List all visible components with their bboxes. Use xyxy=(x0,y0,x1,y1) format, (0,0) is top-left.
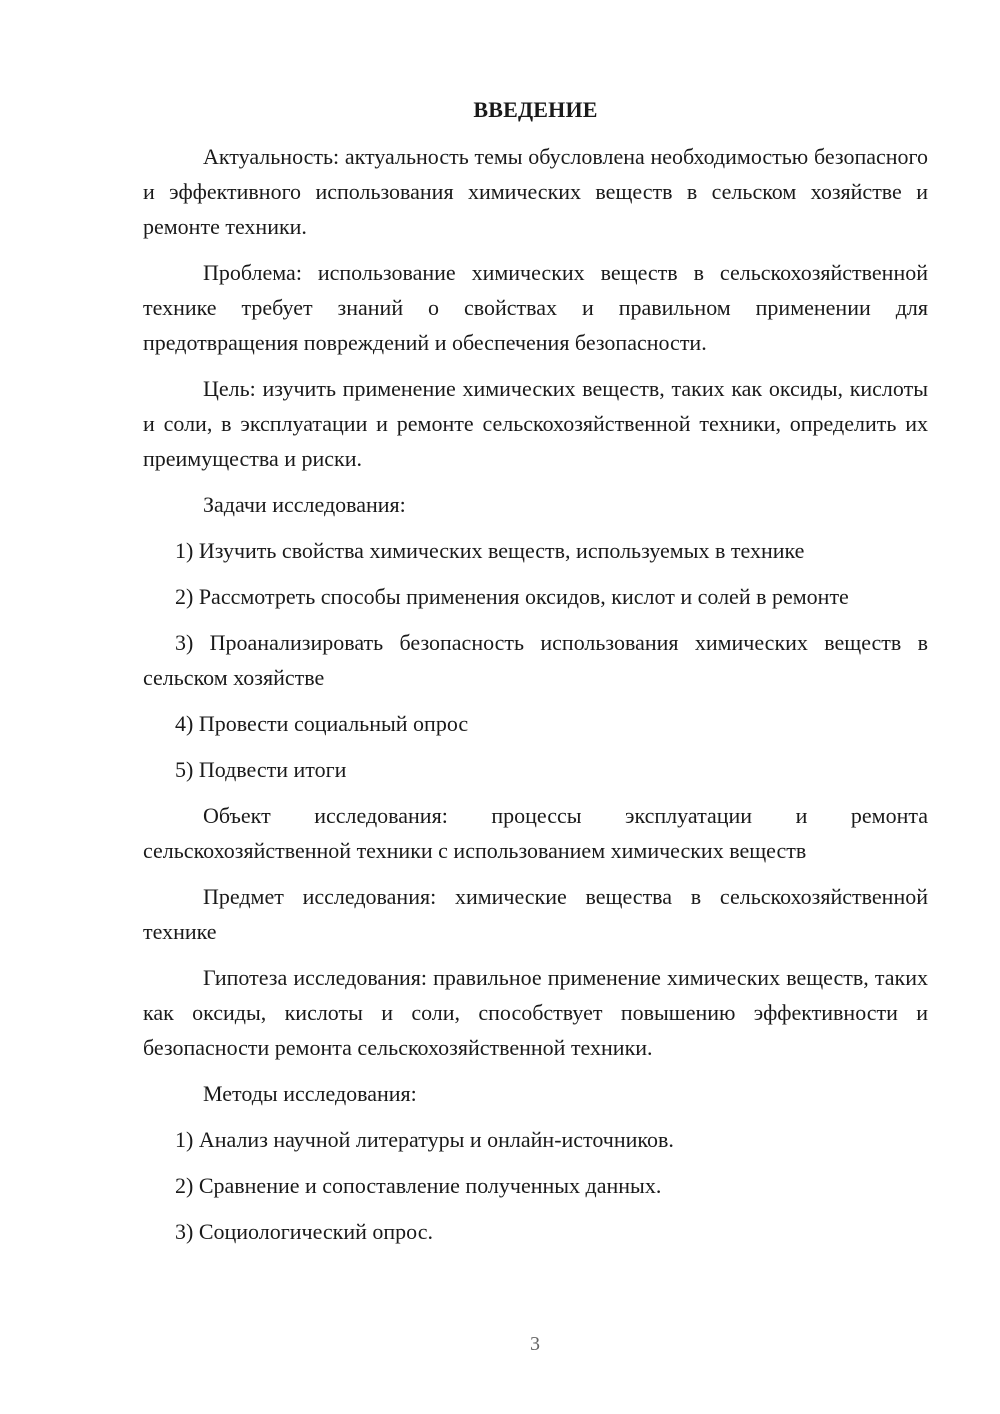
task-item: 3) Проанализировать безопасность использования химических веществ в сельском хозяйстве xyxy=(143,630,928,690)
relevance-paragraph: Актуальность: актуальность темы обусловлена необходимостью безопасного и эффективного использования химических веществ в сельском хозяйстве и ремонте техники. xyxy=(143,144,928,239)
methods-heading: Методы исследования: xyxy=(203,1081,417,1106)
object-paragraph: Объект исследования: процессы эксплуатации и ремонта сельскохозяйственной техники с использованием химических веществ xyxy=(143,803,928,863)
problem-paragraph: Проблема: использование химических веществ в сельскохозяйственной технике требует знаний о свойствах и правильном применении для предотвращения повреждений и обеспечения безопасности. xyxy=(143,260,928,355)
hypothesis-paragraph: Гипотеза исследования: правильное применение химических веществ, таких как оксиды, кислоты и соли, способствует повышению эффективности и безопасности ремонта сельскохозяйственной техники. xyxy=(143,965,928,1060)
method-item: 3) Социологический опрос. xyxy=(175,1219,433,1244)
task-item: 2) Рассмотреть способы применения оксидов, кислот и солей в ремонте xyxy=(175,584,849,609)
method-item: 2) Сравнение и сопоставление полученных данных. xyxy=(175,1173,662,1198)
task-item: 5) Подвести итоги xyxy=(175,757,347,782)
tasks-heading: Задачи исследования: xyxy=(203,492,406,517)
subject-paragraph: Предмет исследования: химические вещества в сельскохозяйственной технике xyxy=(143,884,928,944)
page-title: ВВЕДЕНИЕ xyxy=(473,97,598,122)
task-item: 4) Провести социальный опрос xyxy=(175,711,469,736)
page-content xyxy=(143,95,928,1260)
goal-paragraph: Цель: изучить применение химических веществ, таких как оксиды, кислоты и соли, в эксплуатации и ремонте сельскохозяйственной техники, определить их преимущества и риски. xyxy=(143,376,928,471)
task-item: 1) Изучить свойства химических веществ, используемых в технике xyxy=(175,538,805,563)
method-item: 1) Анализ научной литературы и онлайн-источников. xyxy=(175,1127,674,1152)
page-number: 3 xyxy=(530,1333,540,1355)
